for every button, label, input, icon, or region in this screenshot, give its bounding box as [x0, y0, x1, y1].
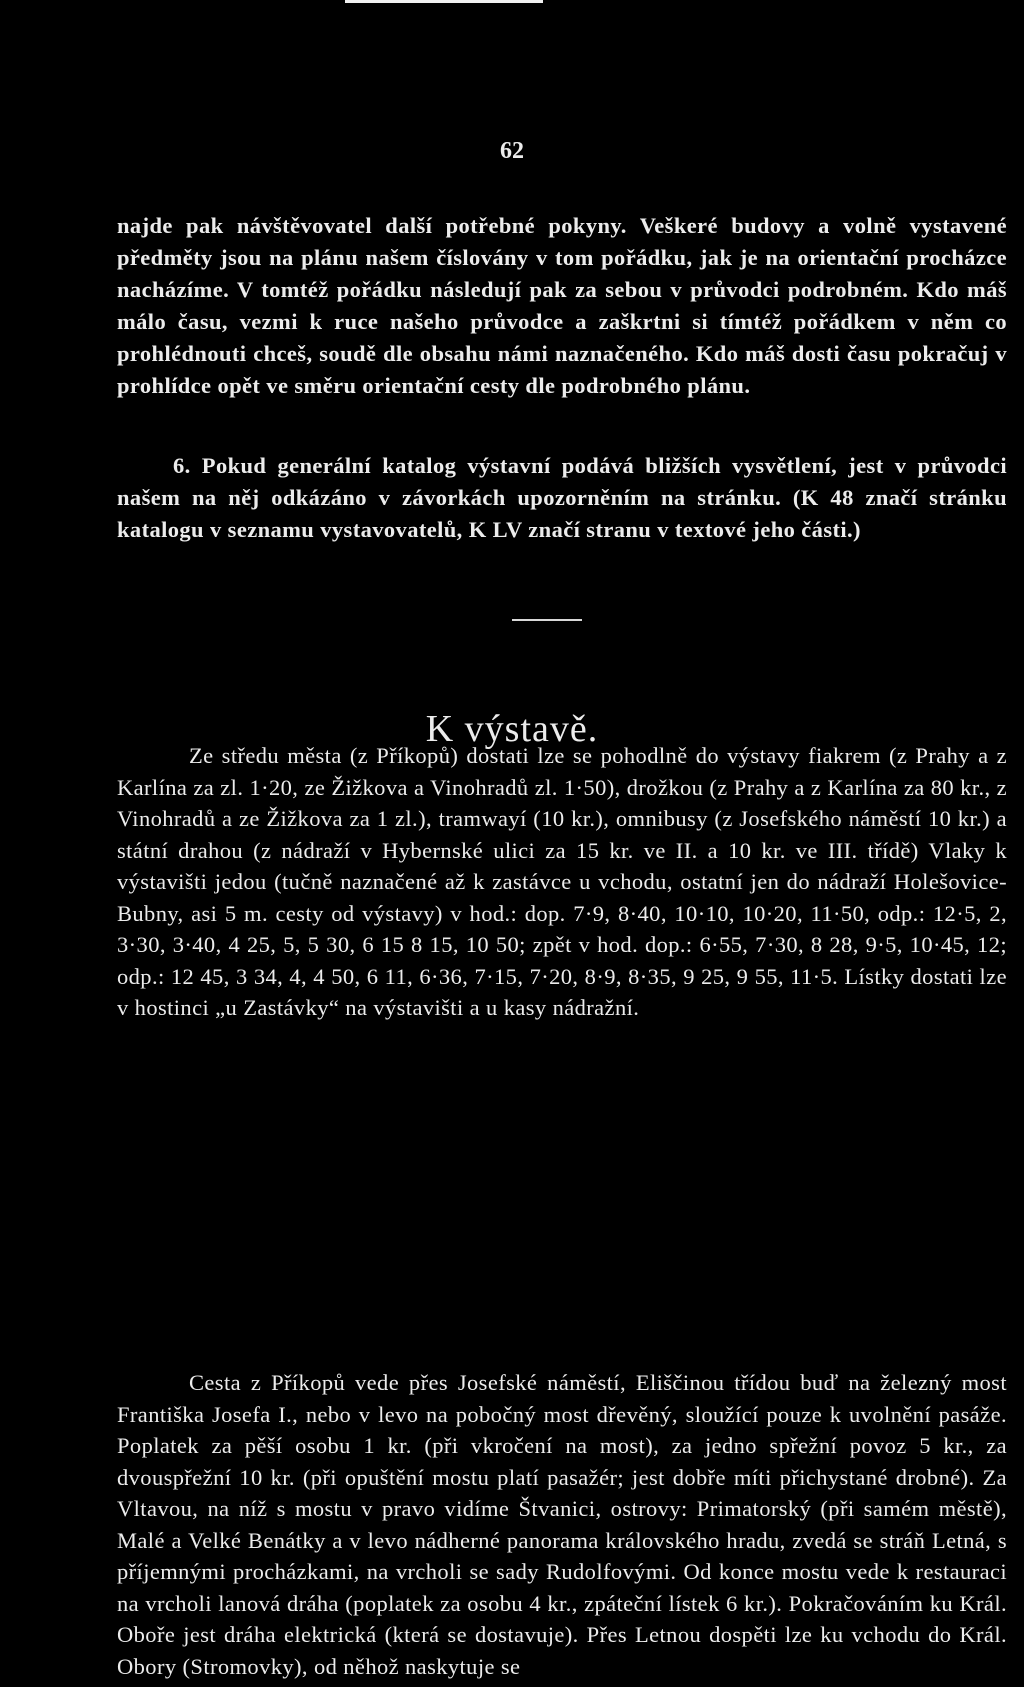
- top-rule: [345, 0, 543, 3]
- page-number: 62: [500, 138, 524, 164]
- intro-paragraph-1: najde pak návštěvovatel další potřebné pokyny. Veškeré budovy a volně vystavené předměty jsou na plánu našem číslovány v tom pořádku, jak je na orientační procházce nacházíme. V tomtéž pořádku následují pak za sebou v průvodci podrobném. Kdo máš málo času, vezmi k ruce našeho průvodce a zaškrtni si tímtéž pořádkem v něm co prohlédnouti chceš, soudě dle obsahu námi naznačeného. Kdo máš dosti času pokračuj v prohlídce opět ve směru orientační cesty dle podrobného plánu.: [117, 213, 1007, 398]
- section-heading: K výstavě.: [425, 707, 599, 750]
- section-paragraph-1: Ze středu města (z Příkopů) dostati lze se pohodlně do výstavy fiakrem (z Prahy a z Karlína za zl. 1·20, ze Žižkova a Vinohradů zl. 1·50), drožkou (z Prahy a z Karlína za 80 kr., z Vinohradů a ze Žižkova za 1 zl.), tramwayí (10 kr.), omnibusy (z Josefského náměstí 10 kr.) a státní drahou (z nádraží v Hybernské ulici za 15 kr. ve II. a 10 kr. ve III. třídě) Vlaky k výstavišti jedou (tučně naznačené až k zastávce u vchodu, ostatní jen do nádraží Holešovice-Bubny, asi 5 m. cesty od výstavy) v hod.: dop. 7·9, 8·40, 10·10, 10·20, 11·50, odp.: 12·5, 2, 3·30, 3·40, 4 25, 5, 5 30, 6 15 8 15, 10 50; zpět v hod. dop.: 6·55, 7·30, 8 28, 9·5, 10·45, 12; odp.: 12 45, 3 34, 4, 4 50, 6 11, 6·36, 7·15, 7·20, 8·9, 8·35, 9 25, 9 55, 11·5. Lístky dostati lze v hostinci „u Zastávky“ na výstavišti a u kasy nádražní.: [117, 743, 1007, 1020]
- section-paragraph-2: Cesta z Příkopů vede přes Josefské náměstí, Eliščinou třídou buď na železný most Františka Josefa I., nebo v levo na pobočný most dřevěný, sloužící pouze k uvolnění pasáže. Poplatek za pěší osobu 1 kr. (při vkročení na most), za jedno spřežní povoz 5 kr., za dvouspřežní 10 kr. (při opuštění mostu platí pasažér; jest dobře míti přichystané drobné). Za Vltavou, na níž s mostu v pravo vidíme Štvanici, ostrovy: Primatorský (při samém městě), Malé a Velké Benátky a v levo nádherné panorama královského hradu, zvedá se stráň Letná, s příjemnými procházkami, na vrcholi se sady Rudolfovými. Od konce mostu vede k restauraci na vrcholi lanová dráha (poplatek za osobu 4 kr., zpáteční lístek 6 kr.). Pokračováním ku Král. Oboře jest dráha elektrická (která se dostavuje). Přes Letnou dospěti lze ku vchodu do Král. Obory (Stromovky), od něhož naskytuje se: [117, 1370, 1007, 1679]
- intro-paragraph-2: 6. Pokud generální katalog výstavní podává bližších vysvětlení, jest v průvodci našem na něj odkázáno v závorkách upozorněním na stránku. (K 48 značí stránku katalogu v seznamu vystavovatelů, K LV značí stranu v textové jeho části.): [117, 453, 1007, 542]
- section-divider: [512, 619, 582, 621]
